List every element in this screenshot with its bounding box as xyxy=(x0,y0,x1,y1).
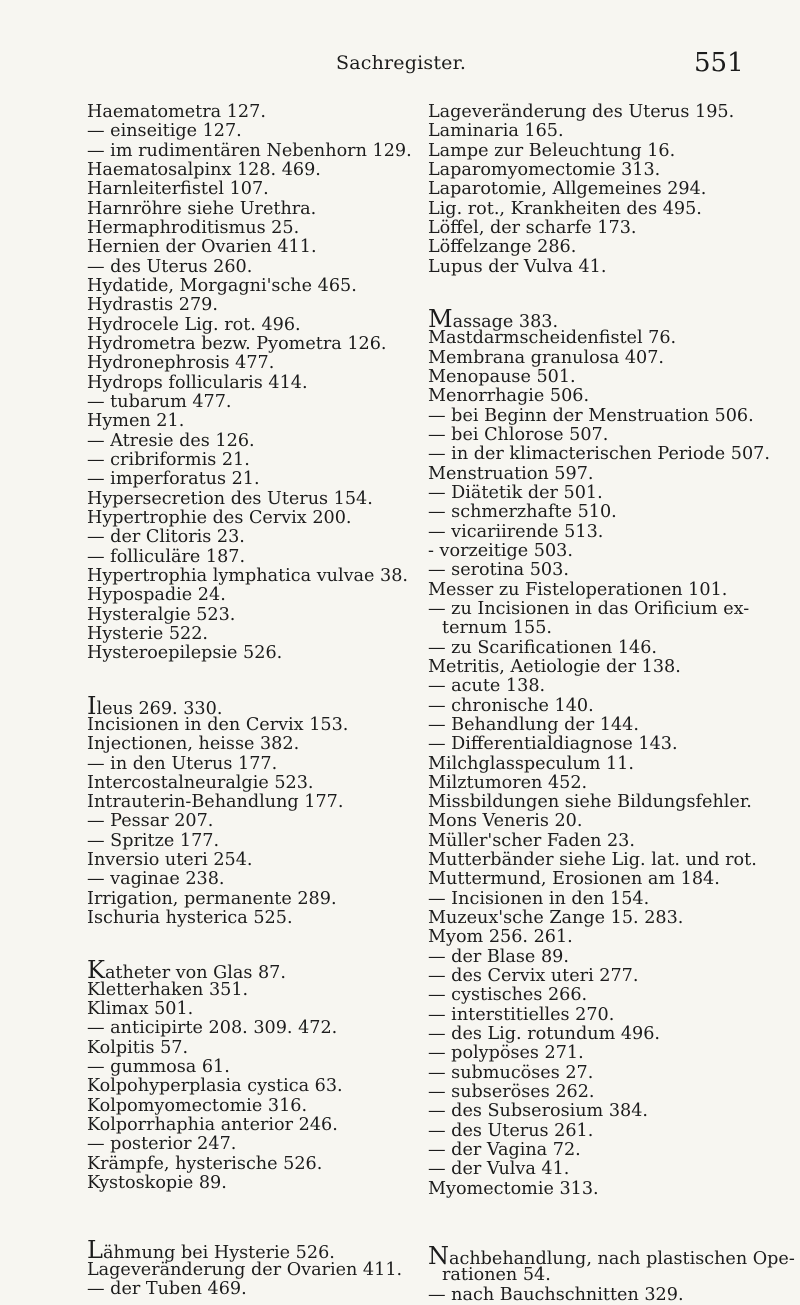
index-entry-text: assage 383. xyxy=(452,311,559,332)
index-entry: Hydrops follicularis 414. xyxy=(87,372,308,393)
section-initial-letter: K xyxy=(87,956,105,985)
index-entry: — Behandlung der 144. xyxy=(428,714,639,735)
index-entry: Hydronephrosis 477. xyxy=(87,353,275,374)
index-entry: Intercostalneuralgie 523. xyxy=(87,772,314,793)
index-entry: - vorzeitige 503. xyxy=(428,540,573,561)
index-entry: Löffel, der scharfe 173. xyxy=(428,217,637,238)
index-entry: Krämpfe, hysterische 526. xyxy=(87,1153,323,1174)
section-initial-letter: L xyxy=(87,1236,103,1265)
section-gap xyxy=(87,664,407,697)
index-entry: Ischuria hysterica 525. xyxy=(87,908,293,929)
index-entry: — subseröses 262. xyxy=(428,1082,595,1103)
index-entry: Hymen 21. xyxy=(87,411,185,432)
index-entry: Hypertrophia lymphatica vulvae 38. xyxy=(87,565,409,586)
page-number: 551 xyxy=(694,48,744,78)
index-entry: — gummosa 61. xyxy=(87,1057,230,1078)
index-entry: Harnröhre siehe Urethra. xyxy=(87,198,317,219)
index-entry: Kolporrhaphia anterior 246. xyxy=(87,1115,338,1136)
section-gap xyxy=(87,928,407,961)
index-entry: Mastdarmscheidenfistel 76. xyxy=(428,328,677,349)
index-entry: Haematometra 127. xyxy=(87,102,266,122)
index-entry: — folliculäre 187. xyxy=(87,546,246,567)
index-entry: Lageveränderung des Uterus 195. xyxy=(428,102,735,122)
index-entry: — der Vulva 41. xyxy=(428,1159,570,1180)
index-entry: Lageveränderung der Ovarien 411. xyxy=(87,1259,403,1280)
index-entry: — im rudimentären Nebenhorn 129. xyxy=(87,140,412,161)
running-title: Sachregister. xyxy=(336,52,467,74)
index-entry: — bei Chlorose 507. xyxy=(428,424,609,445)
index-entry: — der Vagina 72. xyxy=(428,1140,581,1161)
section-initial-letter: M xyxy=(428,304,453,333)
index-entry: Incisionen in den Cervix 153. xyxy=(87,714,349,735)
index-entry: — der Blase 89. xyxy=(428,946,569,967)
index-entry: Hypersecretion des Uterus 154. xyxy=(87,488,373,509)
index-entry: Laparomyomectomie 313. xyxy=(428,159,661,180)
index-entry: Membrana granulosa 407. xyxy=(428,347,665,368)
index-entry: Hypertrophie des Cervix 200. xyxy=(87,507,352,528)
index-entry: Metritis, Aetiologie der 138. xyxy=(428,656,681,677)
index-entry xyxy=(87,956,407,985)
index-entry: Hysteralgie 523. xyxy=(87,604,236,625)
index-entry-text: atheter von Glas 87. xyxy=(104,963,286,984)
index-entry: Müller'scher Faden 23. xyxy=(428,830,635,851)
index-section xyxy=(428,1242,795,1305)
index-entry: Hermaphroditismus 25. xyxy=(87,217,300,238)
index-entry: — Spritze 177. xyxy=(87,830,220,851)
index-entry: Harnleiterfistel 107. xyxy=(87,179,269,200)
index-entry: Haematosalpinx 128. 469. xyxy=(87,159,321,180)
index-entry xyxy=(428,304,773,333)
index-entry: — Atresie des 126. xyxy=(87,430,255,451)
index-entry: Muttermund, Erosionen am 184. xyxy=(428,869,720,890)
index-entry: — in den Uterus 177. xyxy=(87,753,278,774)
index-entry: Laminaria 165. xyxy=(428,121,564,142)
section-gap xyxy=(87,1193,407,1241)
index-entry: — tubarum 477. xyxy=(87,391,232,412)
index-entry: — Differentialdiagnose 143. xyxy=(428,734,678,755)
index-entry: Missbildungen siehe Bildungsfehler. xyxy=(428,792,752,813)
index-column-right xyxy=(428,102,795,1305)
section-initial-letter: N xyxy=(428,1242,449,1271)
index-entry: — serotina 503. xyxy=(428,560,569,581)
index-entry: — bei Beginn der Menstruation 506. xyxy=(428,405,754,426)
index-entry: — vaginae 238. xyxy=(87,869,225,890)
index-entry: Hernien der Ovarien 411. xyxy=(87,237,317,258)
index-entry: — imperforatus 21. xyxy=(87,469,260,490)
index-entry: Hydrastis 279. xyxy=(87,295,218,316)
index-entry xyxy=(87,1236,407,1265)
index-entry: — polypöses 271. xyxy=(428,1043,584,1064)
index-entry: — zu Scarificationen 146. xyxy=(428,637,658,658)
index-entry: Hysteroepilepsie 526. xyxy=(87,643,283,664)
index-entry: — schmerzhafte 510. xyxy=(428,502,617,523)
index-entry: — nach Bauchschnitten 329. xyxy=(428,1284,684,1305)
index-entry: Myom 256. 261. xyxy=(428,927,573,948)
index-entry-text: leus 269. 330. xyxy=(96,698,223,719)
section-gap xyxy=(428,277,773,310)
index-entry: Intrauterin-Behandlung 177. xyxy=(87,792,344,813)
index-entry: — cribriformis 21. xyxy=(87,449,250,470)
index-section xyxy=(428,304,773,1199)
index-entry: — interstitielles 270. xyxy=(428,1004,615,1025)
index-entry: rationen 54. xyxy=(442,1265,551,1286)
index-entry: Hydrometra bezw. Pyometra 126. xyxy=(87,333,387,354)
index-entry: Muzeux'sche Zange 15. 283. xyxy=(428,908,684,929)
index-section xyxy=(87,956,407,1194)
index-entry: Löffelzange 286. xyxy=(428,237,577,258)
index-entry: — Pessar 207. xyxy=(87,811,214,832)
index-section xyxy=(428,103,773,277)
page-header xyxy=(0,50,800,80)
index-entry: Hydatide, Morgagni'sche 465. xyxy=(87,275,357,296)
index-entry: Hysterie 522. xyxy=(87,623,209,644)
index-entry-text: ähmung bei Hysterie 526. xyxy=(102,1243,335,1264)
index-entry: — einseitige 127. xyxy=(87,121,242,142)
index-entry: Injectionen, heisse 382. xyxy=(87,734,300,755)
index-entry: Lampe zur Beleuchtung 16. xyxy=(428,140,676,161)
index-entry: — acute 138. xyxy=(428,676,546,697)
index-entry: — chronische 140. xyxy=(428,695,594,716)
index-entry: — der Clitoris 23. xyxy=(87,527,245,548)
index-entry: — anticipirte 208. 309. 472. xyxy=(87,1018,338,1039)
index-entry: — posterior 247. xyxy=(87,1134,237,1155)
index-entry: Lig. rot., Krankheiten des 495. xyxy=(428,198,702,219)
index-section xyxy=(87,1236,407,1300)
index-entry: Milztumoren 452. xyxy=(428,772,588,793)
index-entry: — submucöses 27. xyxy=(428,1062,594,1083)
index-entry: Kolpohyperplasia cystica 63. xyxy=(87,1076,343,1097)
index-entry xyxy=(428,1242,795,1271)
section-initial-letter: I xyxy=(87,691,97,720)
index-entry: Menorrhagie 506. xyxy=(428,386,590,407)
index-entry: Kolpitis 57. xyxy=(87,1037,189,1058)
index-entry: — vicariirende 513. xyxy=(428,521,604,542)
index-entry: Laparotomie, Allgemeines 294. xyxy=(428,179,707,200)
index-entry: Lupus der Vulva 41. xyxy=(428,256,607,277)
index-entry: — Diätetik der 501. xyxy=(428,482,603,503)
index-entry: — des Lig. rotundum 496. xyxy=(428,1024,661,1045)
index-entry: Kletterhaken 351. xyxy=(87,979,249,1000)
index-entry: Myomectomie 313. xyxy=(428,1178,599,1199)
index-entry: Messer zu Fisteloperationen 101. xyxy=(428,579,728,600)
index-entry: Kolpomyomectomie 316. xyxy=(87,1095,308,1116)
index-entry: Hydrocele Lig. rot. 496. xyxy=(87,314,301,335)
index-column-left xyxy=(87,102,412,1300)
index-entry: — des Uterus 261. xyxy=(428,1120,594,1141)
index-entry: Milchglasspeculum 11. xyxy=(428,753,634,774)
index-section xyxy=(87,102,412,664)
index-entry: — cystisches 266. xyxy=(428,985,588,1006)
index-section xyxy=(87,691,407,929)
index-entry: ternum 155. xyxy=(442,618,553,639)
index-entry: — der Tuben 469. xyxy=(87,1279,247,1300)
index-entry: Mons Veneris 20. xyxy=(428,811,583,832)
index-entry: — zu Incisionen in das Orificium ex- xyxy=(428,598,750,619)
index-entry: — in der klimacterischen Periode 507. xyxy=(428,444,770,465)
index-entry xyxy=(87,691,407,720)
section-gap xyxy=(428,1199,773,1247)
index-entry: Menstruation 597. xyxy=(428,463,594,484)
index-entry: — Incisionen in den 154. xyxy=(428,888,650,909)
index-entry: — des Uterus 260. xyxy=(87,256,253,277)
index-entry: Menopause 501. xyxy=(428,366,576,387)
index-entry: — des Cervix uteri 277. xyxy=(428,966,639,987)
index-entry: Klimax 501. xyxy=(87,999,194,1020)
index-entry: Hypospadie 24. xyxy=(87,585,226,606)
index-entry: — des Subserosium 384. xyxy=(428,1101,649,1122)
index-entry: Inversio uteri 254. xyxy=(87,850,253,871)
index-entry: Irrigation, permanente 289. xyxy=(87,888,337,909)
index-entry: Kystoskopie 89. xyxy=(87,1173,227,1194)
index-entry-text: achbehandlung, nach plastischen Ope- xyxy=(449,1249,795,1270)
index-entry: Mutterbänder siehe Lig. lat. und rot. xyxy=(428,850,757,871)
